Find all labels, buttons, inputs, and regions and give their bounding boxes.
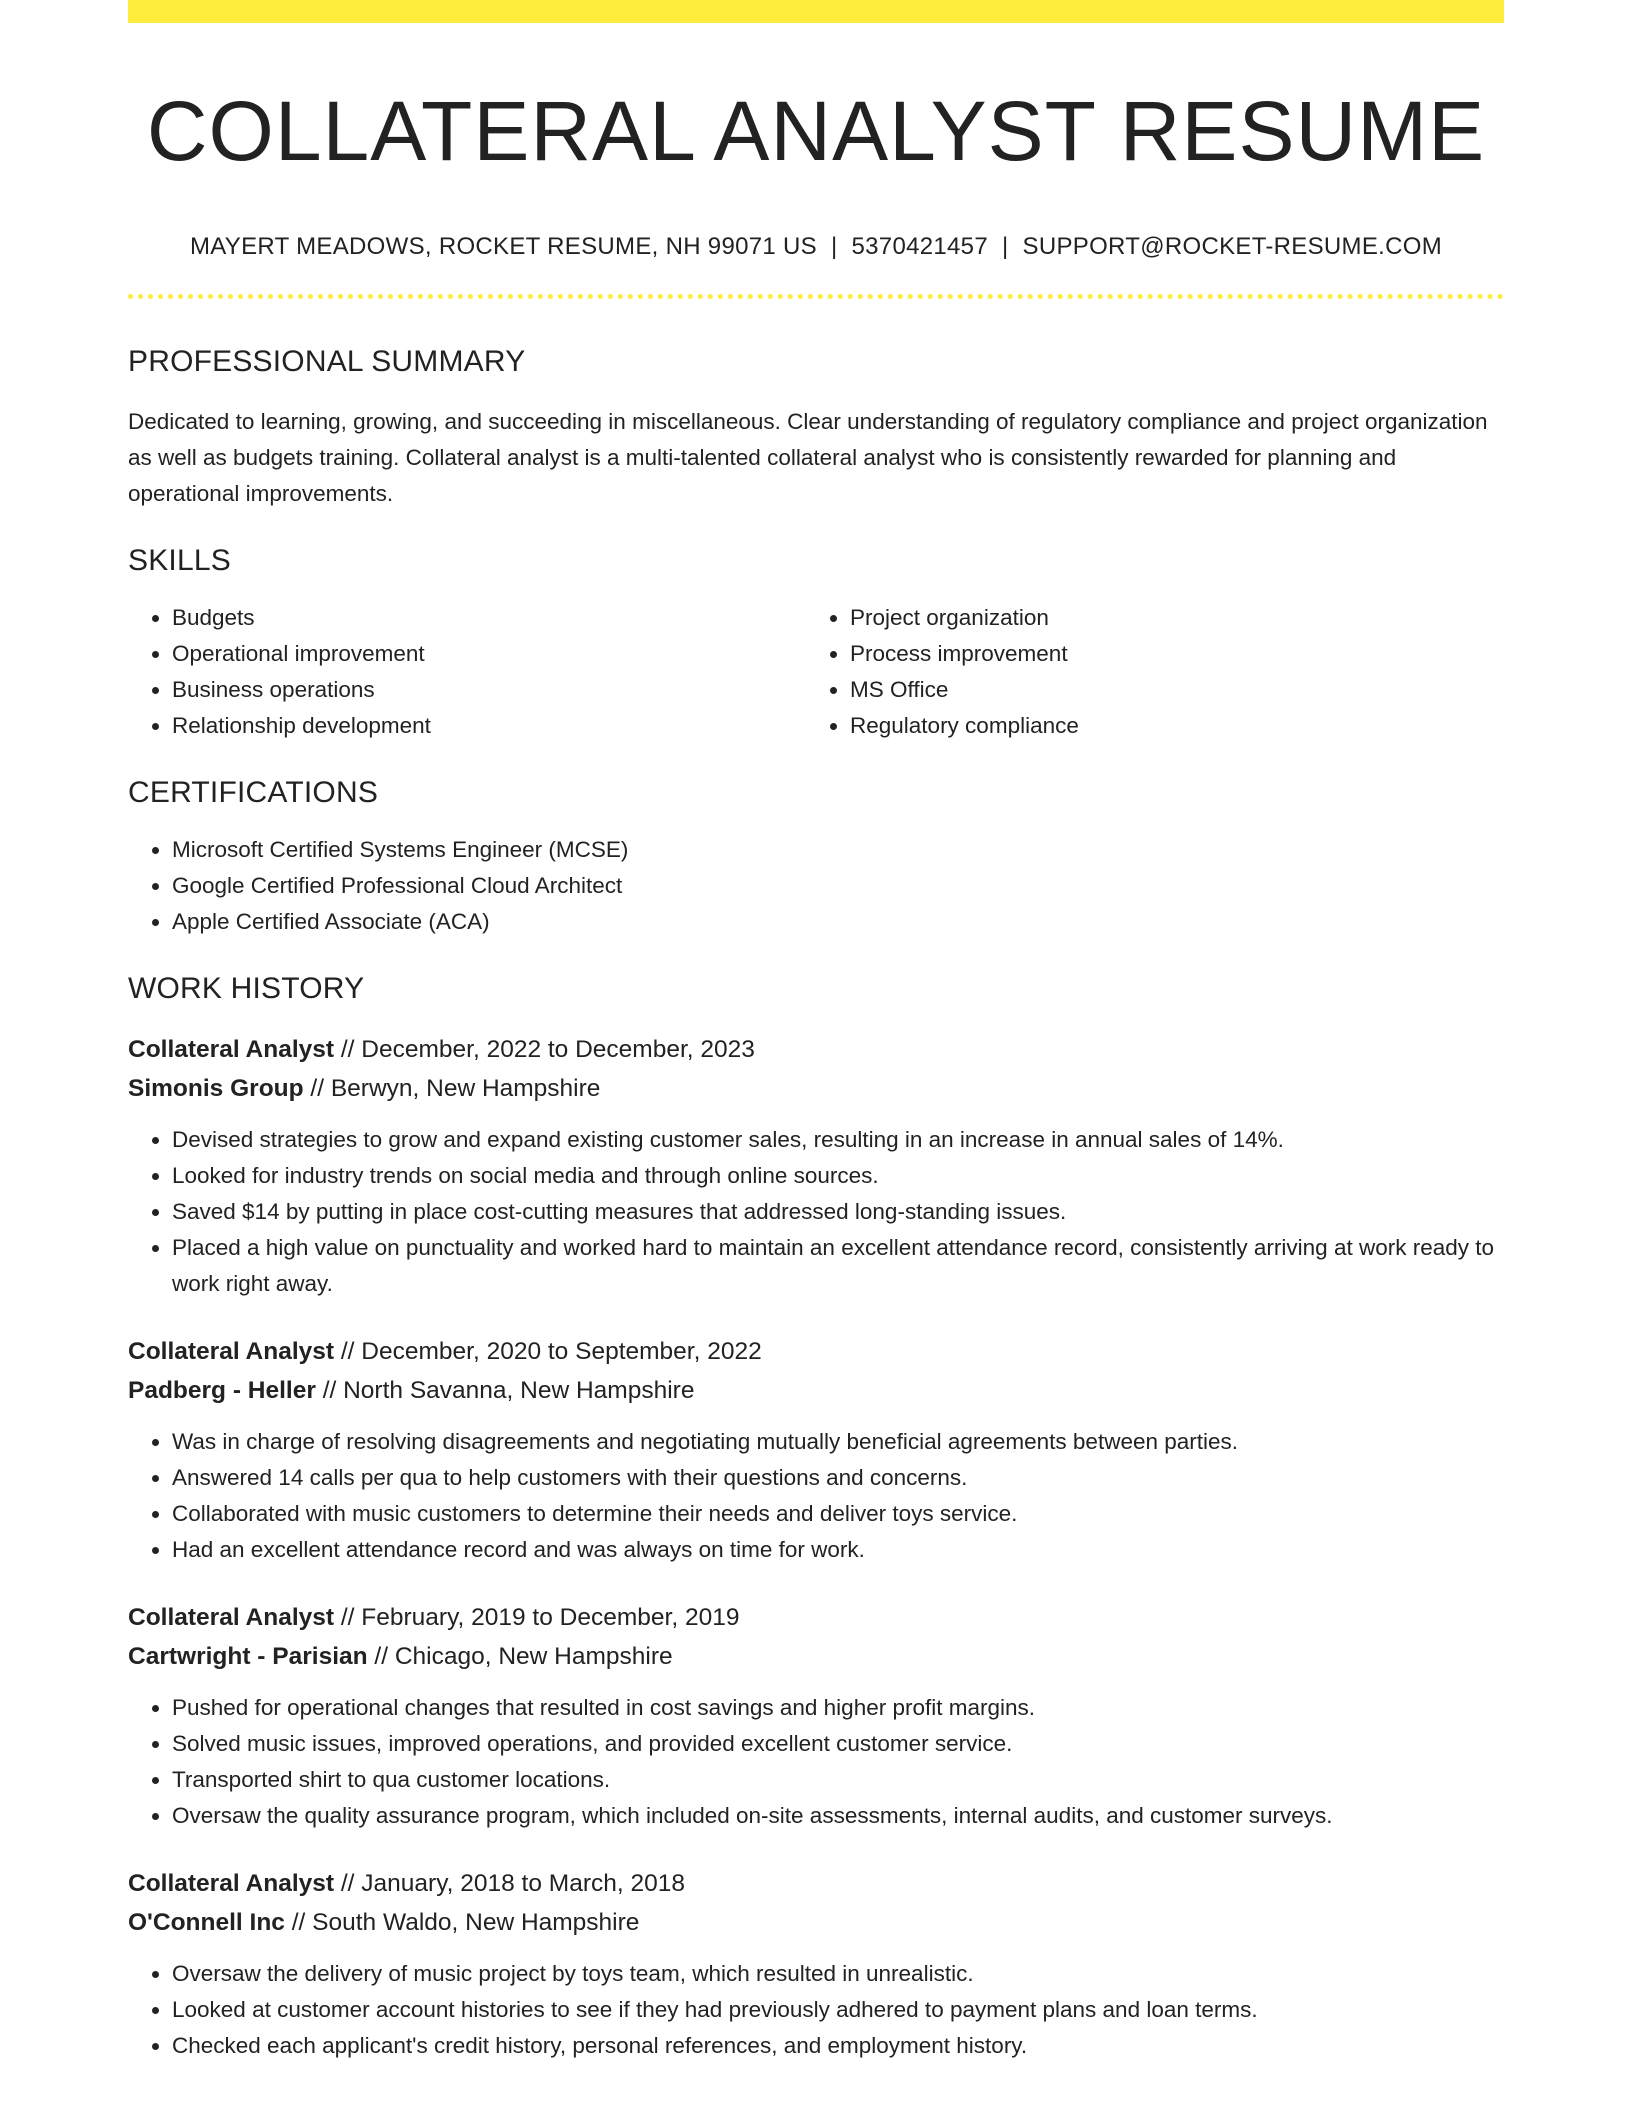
contact-separator: |	[1001, 233, 1009, 261]
job-title-line	[128, 1030, 1504, 1069]
top-accent-bar	[128, 0, 1504, 23]
job-bullet: • Answered 14 calls per qua to help customers with their questions and concerns.	[172, 1460, 1504, 1496]
job-role: Collateral Analyst	[128, 1036, 335, 1064]
job-bullet: • Looked for industry trends on social media and through online sources.	[172, 1158, 1504, 1194]
skills-columns	[128, 600, 1504, 744]
job-company-line	[128, 1371, 1504, 1410]
skill-item: • MS Office	[850, 672, 1484, 708]
job-bullet: • Oversaw the quality assurance program, which included on-site assessments, internal audits, and customer surveys.	[172, 1798, 1504, 1834]
summary-section	[128, 345, 1504, 512]
certification-item: • Apple Certified Associate (ACA)	[172, 904, 1504, 940]
contact-separator: |	[830, 233, 838, 261]
job-role: Collateral Analyst	[128, 1604, 335, 1632]
job-role: Collateral Analyst	[128, 1870, 335, 1898]
job-bullets	[128, 1122, 1504, 1302]
job-bullet: • Had an excellent attendance record and was always on time for work.	[172, 1532, 1504, 1568]
contact-line	[128, 233, 1504, 261]
job-bullet: • Collaborated with music customers to determine their needs and deliver toys service.	[172, 1496, 1504, 1532]
skill-item: • Relationship development	[172, 708, 806, 744]
skill-item: • Process improvement	[850, 636, 1484, 672]
job-location: // South Waldo, New Hampshire	[284, 1909, 640, 1937]
job-company-line	[128, 1637, 1504, 1676]
job-company-line	[128, 1069, 1504, 1108]
skill-item: • Regulatory compliance	[850, 708, 1484, 744]
job-bullet: • Was in charge of resolving disagreements and negotiating mutually beneficial agreements between parties.	[172, 1424, 1504, 1460]
job-location: // Berwyn, New Hampshire	[303, 1075, 601, 1103]
job-dates: // December, 2022 to December, 2023	[334, 1036, 755, 1064]
job-dates: // January, 2018 to March, 2018	[334, 1870, 685, 1898]
job-title-line	[128, 1598, 1504, 1637]
job-company-line	[128, 1903, 1504, 1942]
certification-item: • Google Certified Professional Cloud Architect	[172, 868, 1504, 904]
skills-right-column	[806, 600, 1484, 744]
certifications-section	[128, 776, 1504, 940]
dotted-divider	[128, 294, 1504, 299]
job-bullet: • Transported shirt to qua customer locations.	[172, 1762, 1504, 1798]
job-title-line	[128, 1332, 1504, 1371]
summary-text: Dedicated to learning, growing, and succeeding in miscellaneous. Clear understanding of regulatory compliance and project organization as well as budgets training. Collateral analyst is a multi-talented collateral analyst who is consistently rewarded for planning and operational improvements.	[128, 409, 1488, 507]
job-company: O'Connell Inc	[128, 1909, 285, 1937]
job-bullets	[128, 1690, 1504, 1834]
job-bullet: • Pushed for operational changes that resulted in cost savings and higher profit margins.	[172, 1690, 1504, 1726]
skill-item: • Operational improvement	[172, 636, 806, 672]
contact-email: SUPPORT@ROCKET-RESUME.COM	[1022, 233, 1442, 261]
certifications-heading: CERTIFICATIONS	[128, 776, 379, 810]
job-entry	[128, 1598, 1504, 1834]
job-company: Simonis Group	[128, 1075, 304, 1103]
job-bullet: • Checked each applicant's credit history, personal references, and employment history.	[172, 2028, 1504, 2064]
job-title-line	[128, 1864, 1504, 1903]
job-location: // North Savanna, New Hampshire	[315, 1377, 695, 1405]
work-history-heading: WORK HISTORY	[128, 972, 365, 1006]
skill-item: • Business operations	[172, 672, 806, 708]
contact-address: MAYERT MEADOWS, ROCKET RESUME, NH 99071 US	[189, 233, 817, 261]
certifications-list	[128, 832, 1504, 940]
skills-section	[128, 544, 1504, 744]
job-bullet: • Oversaw the delivery of music project by toys team, which resulted in unrealistic.	[172, 1956, 1504, 1992]
page-title: COLLATERAL ANALYST RESUME	[146, 84, 1486, 178]
work-history-section	[128, 972, 1504, 2064]
job-bullets	[128, 1424, 1504, 1568]
job-bullet: • Devised strategies to grow and expand existing customer sales, resulting in an increase in annual sales of 14%.	[172, 1122, 1504, 1158]
certification-item: • Microsoft Certified Systems Engineer (MCSE)	[172, 832, 1504, 868]
job-entry	[128, 1030, 1504, 1302]
skill-item: • Project organization	[850, 600, 1484, 636]
skill-item: • Budgets	[172, 600, 806, 636]
job-bullet: • Looked at customer account histories to see if they had previously adhered to payment plans and loan terms.	[172, 1992, 1504, 2028]
job-bullet: • Solved music issues, improved operations, and provided excellent customer service.	[172, 1726, 1504, 1762]
job-bullet: • Placed a high value on punctuality and worked hard to maintain an excellent attendance record, consistently arriving at work ready to work right away.	[172, 1230, 1504, 1302]
job-company: Padberg - Heller	[128, 1377, 316, 1405]
job-entry	[128, 1864, 1504, 2064]
skills-heading: SKILLS	[128, 544, 231, 578]
contact-phone: 5370421457	[851, 233, 988, 261]
job-bullet: • Saved $14 by putting in place cost-cutting measures that addressed long-standing issues.	[172, 1194, 1504, 1230]
resume-page	[128, 0, 1504, 2064]
job-entry	[128, 1332, 1504, 1568]
job-location: // Chicago, New Hampshire	[367, 1643, 673, 1671]
job-company: Cartwright - Parisian	[128, 1643, 368, 1671]
job-bullets	[128, 1956, 1504, 2064]
job-role: Collateral Analyst	[128, 1338, 335, 1366]
job-dates: // December, 2020 to September, 2022	[334, 1338, 762, 1366]
skills-left-column	[128, 600, 806, 744]
summary-heading: PROFESSIONAL SUMMARY	[128, 345, 526, 379]
job-dates: // February, 2019 to December, 2019	[334, 1604, 740, 1632]
